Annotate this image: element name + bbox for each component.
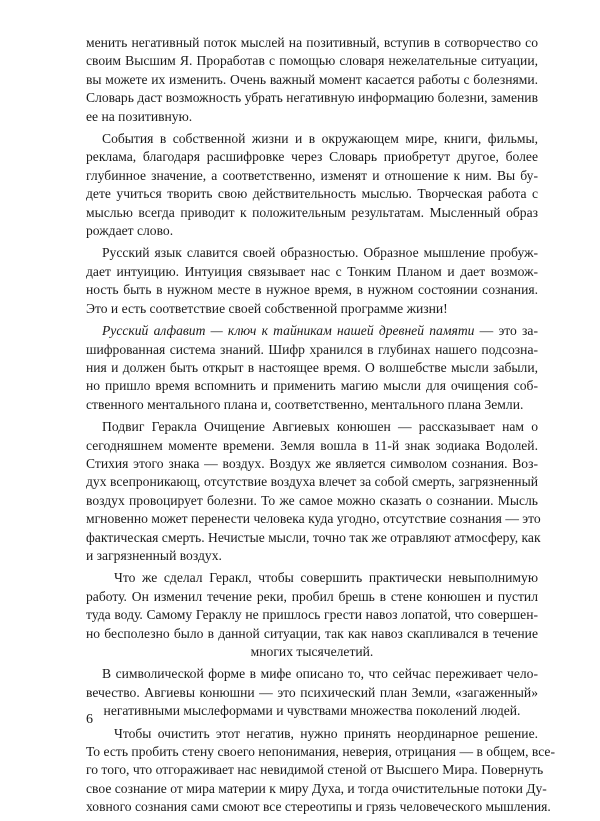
text-line: ственного ментального плана и, соответственно, ментального плана Земли. [86, 396, 524, 412]
page-number: 6 [86, 712, 93, 727]
text-line: фактическая смерть. Нечистые мысли, точно так же отравляют атмосферу, как [86, 529, 541, 545]
text-line: воздух провоцирует болезни. То же самое можно сказать о сознании. Мысль [86, 492, 538, 508]
text-line: дух всепроникающ, отсутствие воздуха влечет за собой смерть, загрязненный [86, 474, 538, 490]
text-line: вечество. Авгиевы конюшни — это психический план Земли, «загаженный» [86, 684, 538, 700]
page-body [86, 34, 555, 821]
paragraph-8 [86, 725, 555, 817]
text-line: работу. Он изменил течение реки, пробил брешь в стене конюшен и пустил [86, 588, 538, 604]
paragraph-1 [86, 34, 538, 126]
paragraph-3 [86, 244, 538, 318]
text-line: Это и есть соответствие своей собственной программе жизни! [86, 300, 448, 316]
text-line: но бесполезно было в данной ситуации, так как навоз скапливался в течение [86, 625, 538, 641]
text-line: ее на позитивную. [86, 108, 193, 124]
text-line: Что же сделал Геракл, чтобы совершить практически невыполнимую [114, 570, 538, 586]
paragraph-6 [86, 569, 538, 661]
text-line: События в собственной жизни и в окружающем мире, книги, фильмы, [102, 131, 538, 147]
text-line: го того, что отгораживает нас невидимой стеной от Высшего Мира. Повернуть [86, 762, 544, 778]
text-line: В символической форме в мифе описано то, что сейчас переживает чело- [102, 666, 538, 682]
text-line: реклама, благодаря расшифровке через Словарь приобретут другое, более [86, 149, 538, 165]
text-line: дете учиться творить свою действительность мыслью. Творческая работа с [86, 186, 538, 202]
paragraph-7 [86, 665, 538, 720]
text-line: и загрязненный воздух. [86, 547, 222, 563]
text-line: Стихия этого знака — воздух. Воздух же является символом сознания. Воз- [86, 455, 538, 471]
text-line: ность быть в нужном месте в нужное время, в нужном состоянии сознания. [86, 282, 538, 298]
text-line: многих тысячелетий. [250, 644, 374, 659]
text-line [86, 322, 538, 340]
lead-rest: — это за- [474, 323, 538, 339]
text-line: глубинное значение, а соответственно, изменят и отношение к ним. Вы бу- [86, 167, 538, 183]
text-line: Словарь даст возможность убрать негативную информацию болезни, заменив [86, 90, 538, 106]
text-line: То есть пробить стену своего непонимания, неверия, отрицания — в общем, все- [86, 744, 555, 760]
text-line: но пришло время вспомнить и применить магию мысли для очищения соб- [86, 378, 538, 394]
paragraph-4 [86, 322, 538, 414]
text-line: вы можете их изменить. Очень важный момент касается работы с болезнями. [86, 71, 538, 87]
text-line: мыслью всегда приводит к положительным результатам. Мысленный образ [86, 204, 538, 220]
text-line: Чтобы очистить этот негатив, нужно принять неординарное решение. [114, 725, 538, 741]
text-line: сегодняшнем моменте времени. Земля вошла в 11-й знак зодиака Водолей. [86, 437, 538, 453]
text-line: дает интуицию. Интуиция связывает нас с Тонким Планом и дает возмож- [86, 263, 538, 279]
text-line: свое сознание от мира материи к миру Духа, и тогда очистительные потоки Ду- [86, 780, 547, 796]
text-line: туда воду. Самому Гераклу не пришлось грести навоз лопатой, что совершен- [86, 607, 538, 623]
text-line: ния и должен быть открыт в настоящее время. О волшебстве мысли забыли, [86, 359, 538, 375]
text-line: шифрованная система знаний. Шифр хранился в глубинах нашего подсозна- [86, 341, 538, 357]
text-line: рождает слово. [86, 223, 174, 239]
text-line: Русский язык славится своей образностью. Образное мышление пробуж- [102, 245, 538, 261]
text-line: Подвиг Геракла Очищение Авгиевых конюшен — рассказывает нам о [102, 419, 538, 435]
italic-lead: Русский алфавит — ключ к тайникам нашей древней памяти [102, 323, 475, 339]
text-line: своим Высшим Я. Проработав с помощью словаря нежелательные ситуации, [86, 53, 538, 69]
text-line: негативными мыслеформами и чувствами множества поколений людей. [103, 703, 521, 719]
paragraph-2 [86, 130, 538, 240]
text-line: менить негативный поток мыслей на позитивный, вступив в сотворчество со [86, 35, 538, 50]
text-line: мгновенно может перенести человека куда угодно, отсутствие сознания — это [86, 511, 541, 527]
text-line: ховного сознания сами смоют все стереотипы и грязь человеческого мышления. [86, 799, 551, 815]
paragraph-5 [86, 418, 541, 565]
